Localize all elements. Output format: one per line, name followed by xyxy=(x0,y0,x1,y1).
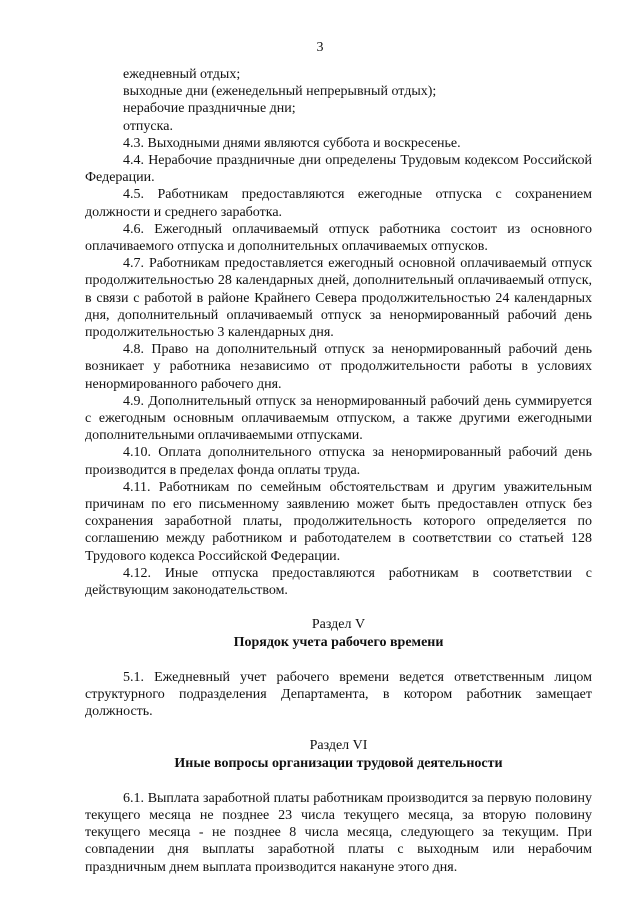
section-6-heading: Раздел VI xyxy=(309,738,368,754)
spacer xyxy=(85,772,592,790)
paragraph-4-7: 4.7. Работникам предоставляется ежегодный основной оплачиваемый отпуск продолжительностью 28 календарных дней, дополнительный оплачиваемый отпуск, в связи с работой в районе Крайнего Севера продолжительностью 24 календарных дня, дополнительный оплачиваемый отпуск за ненормированный рабочий день продолжительностью 3 календарных дня. xyxy=(85,256,592,341)
spacer xyxy=(85,651,592,669)
list-item: нерабочие праздничные дни; xyxy=(123,101,296,117)
section-5-title: Порядок учета рабочего времени xyxy=(233,634,444,650)
list-item: отпуска. xyxy=(123,118,173,134)
paragraph-4-6: 4.6. Ежегодный оплачиваемый отпуск работника состоит из основного оплачиваемого отпуска и дополнительных оплачиваемых отпусков. xyxy=(85,221,592,255)
paragraph-4-9: 4.9. Дополнительный отпуск за ненормированный рабочий день суммируется с ежегодным основным оплачиваемым отпуском, а также другими ежегодными дополнительными оплачиваемыми отпусками. xyxy=(85,393,592,444)
list-item: ежедневный отдых; xyxy=(123,67,241,82)
spacer xyxy=(85,599,592,616)
section-6-title: Иные вопросы организации трудовой деятельности xyxy=(174,755,503,771)
list-item: выходные дни (еженедельный непрерывный отдых); xyxy=(123,84,437,100)
paragraph-4-8: 4.8. Право на дополнительный отпуск за ненормированный рабочий день возникает у работника независимо от продолжительности работы в условиях ненормированного рабочего дня. xyxy=(85,342,592,392)
section-5-heading: Раздел V xyxy=(311,617,366,633)
paragraph-4-11: 4.11. Работникам по семейным обстоятельствам и другим уважительным причинам по его письменному заявлению может быть предоставлен отпуск без сохранения заработной платы, продолжительность которого определяется по соглашению между работником и работодателем в соответствии со статьей 128 Трудового кодекса Российской Федерации. xyxy=(85,479,592,564)
paragraph-4-3: 4.3. Выходными днями являются суббота и воскресенье. xyxy=(123,135,461,151)
paragraph-4-4: 4.4. Нерабочие праздничные дни определены Трудовым кодексом Российской Федерации. xyxy=(85,153,592,186)
paragraph-5-1: 5.1. Ежедневный учет рабочего времени ведется ответственным лицом структурного подразделения Департамента, в котором работник замещает должность. xyxy=(85,669,592,720)
paragraph-4-5: 4.5. Работникам предоставляются ежегодные отпуска с сохранением должности и среднего заработка. xyxy=(85,187,592,220)
spacer xyxy=(85,720,592,737)
document-body xyxy=(85,66,592,876)
page-number: 3 xyxy=(316,40,324,55)
paragraph-4-10: 4.10. Оплата дополнительного отпуска за ненормированный рабочий день производится в пределах фонда оплаты труда. xyxy=(85,445,592,478)
paragraph-6-1: 6.1. Выплата заработной платы работникам производится за первую половину текущего месяца не позднее 23 числа текущего месяца, за вторую половину текущего месяца - не позднее 8 числа месяца, следующего за текущим. При совпадении дня выплаты заработной платы с выходным или нерабочим праздничным днем выплата производится накануне этого дня. xyxy=(85,790,592,875)
paragraph-4-12: 4.12. Иные отпуска предоставляются работникам в соответствии с действующим законодательством. xyxy=(85,565,592,599)
